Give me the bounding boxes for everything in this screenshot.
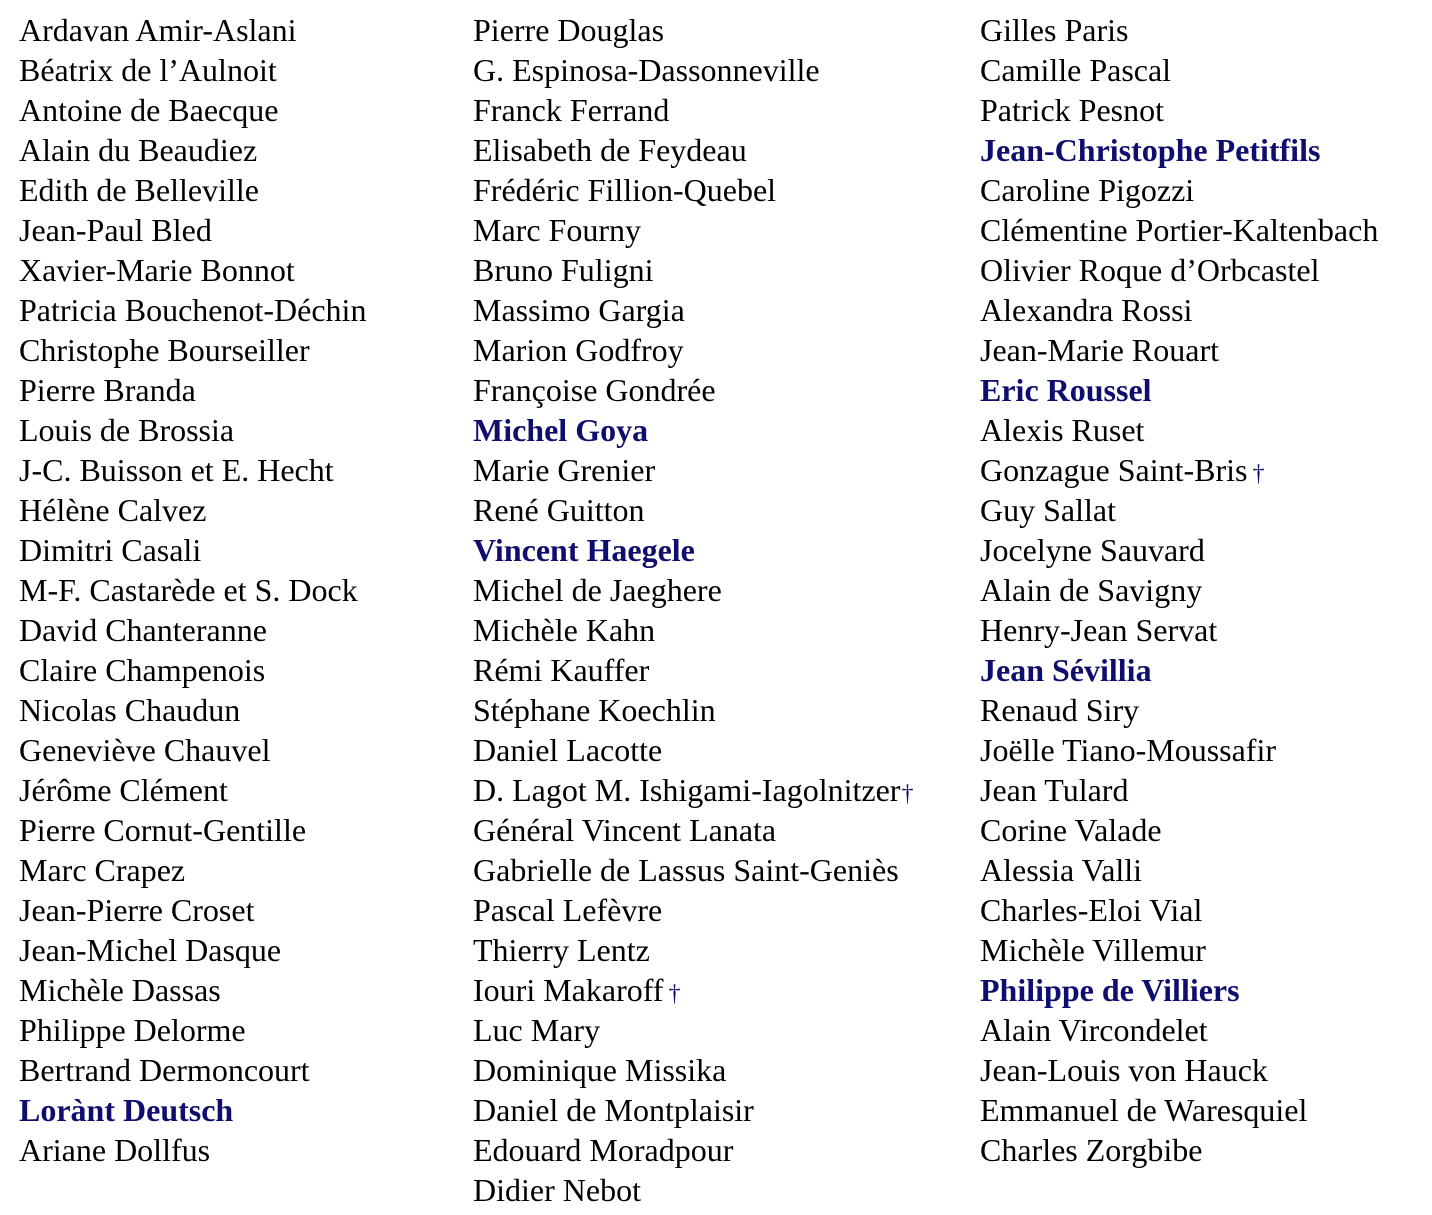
author-entry (980, 10, 1378, 50)
author-entry (980, 450, 1378, 490)
author-name: Guy Sallat (980, 492, 1116, 528)
author-entry (473, 330, 913, 370)
author-name: Pascal Lefèvre (473, 892, 663, 928)
author-entry (473, 930, 913, 970)
author-name: Bruno Fuligni (473, 252, 654, 288)
author-entry (19, 1130, 366, 1170)
author-name: Jean-Paul Bled (19, 212, 212, 248)
author-name: Joëlle Tiano-Moussafir (980, 732, 1276, 768)
author-entry (19, 1010, 366, 1050)
author-entry (19, 290, 366, 330)
author-name: Philippe Delorme (19, 1012, 246, 1048)
author-entry (473, 290, 913, 330)
author-entry (473, 1010, 913, 1050)
author-name: Michèle Kahn (473, 612, 656, 648)
author-name: Caroline Pigozzi (980, 172, 1195, 208)
author-name: Xavier-Marie Bonnot (19, 252, 295, 288)
author-entry (473, 650, 913, 690)
author-entry-featured (19, 1090, 366, 1130)
author-name: Elisabeth de Feydeau (473, 132, 747, 168)
author-name: Luc Mary (473, 1012, 601, 1048)
author-name: Ariane Dollfus (19, 1132, 211, 1168)
author-entry-featured (980, 370, 1378, 410)
author-entry (980, 890, 1378, 930)
author-name: Michel de Jaeghere (473, 572, 722, 608)
author-name: Jean-Louis von Hauck (980, 1052, 1268, 1088)
author-entry (473, 130, 913, 170)
author-name: Jocelyne Sauvard (980, 532, 1205, 568)
author-name: Philippe de Villiers (980, 972, 1240, 1008)
author-entry (473, 850, 913, 890)
author-entry (473, 1050, 913, 1090)
author-name: Lorànt Deutsch (19, 1092, 234, 1128)
author-entry (473, 250, 913, 290)
author-entry (19, 730, 366, 770)
author-name: Charles-Eloi Vial (980, 892, 1203, 928)
author-entry (19, 170, 366, 210)
author-name: Clémentine Portier-Kaltenbach (980, 212, 1379, 248)
author-name: Jean-Marie Rouart (980, 332, 1220, 368)
author-name: Marie Grenier (473, 452, 656, 488)
author-entry (473, 970, 913, 1010)
author-entry (473, 90, 913, 130)
author-entry (980, 210, 1378, 250)
author-name: Edith de Belleville (19, 172, 259, 208)
author-name: Jean Tulard (980, 772, 1129, 808)
author-name: Michèle Villemur (980, 932, 1206, 968)
author-entry (980, 170, 1378, 210)
author-name: Franck Ferrand (473, 92, 670, 128)
author-name: Christophe Bourseiller (19, 332, 310, 368)
author-entry (19, 10, 366, 50)
dagger-mark: † (668, 981, 681, 1007)
author-name: Corine Valade (980, 812, 1162, 848)
author-name: G. Espinosa-Dassonneville (473, 52, 820, 88)
author-entry (473, 890, 913, 930)
author-entry (473, 610, 913, 650)
author-name: Michèle Dassas (19, 972, 221, 1008)
author-name: Emmanuel de Waresquiel (980, 1092, 1308, 1128)
author-name: Eric Roussel (980, 372, 1152, 408)
author-entry (473, 1130, 913, 1170)
author-entry-featured (980, 650, 1378, 690)
author-name: Marion Godfroy (473, 332, 684, 368)
author-name: Louis de Brossia (19, 412, 235, 448)
author-entry (19, 610, 366, 650)
author-name: Edouard Moradpour (473, 1132, 734, 1168)
author-name: Dominique Missika (473, 1052, 727, 1088)
author-entry (980, 90, 1378, 130)
author-entry (473, 570, 913, 610)
author-entry (19, 450, 366, 490)
author-name: Françoise Gondrée (473, 372, 716, 408)
author-entry (473, 170, 913, 210)
author-entry (473, 810, 913, 850)
author-entry (980, 410, 1378, 450)
author-name: Pierre Douglas (473, 12, 665, 48)
author-name: Vincent Haegele (473, 532, 695, 568)
author-entry (980, 770, 1378, 810)
author-entry (980, 530, 1378, 570)
author-entry (473, 450, 913, 490)
author-entry (19, 130, 366, 170)
author-entry (980, 1010, 1378, 1050)
author-name: Charles Zorgbibe (980, 1132, 1203, 1168)
author-entry (473, 730, 913, 770)
author-name: David Chanteranne (19, 612, 267, 648)
author-name: Bertrand Dermoncourt (19, 1052, 310, 1088)
author-entry (980, 810, 1378, 850)
author-entry (980, 690, 1378, 730)
author-entry (980, 1090, 1378, 1130)
author-entry (19, 370, 366, 410)
author-name: Antoine de Baecque (19, 92, 279, 128)
author-entry (19, 90, 366, 130)
author-name: Geneviève Chauvel (19, 732, 271, 768)
author-name: Didier Nebot (473, 1172, 641, 1208)
author-entry (19, 1050, 366, 1090)
author-entry (19, 650, 366, 690)
author-name: Daniel de Montplaisir (473, 1092, 754, 1128)
author-entry-featured (980, 130, 1378, 170)
author-entry-featured (980, 970, 1378, 1010)
author-entry (19, 50, 366, 90)
author-name: Gabrielle de Lassus Saint-Geniès (473, 852, 899, 888)
author-name: Alain Vircondelet (980, 1012, 1208, 1048)
author-entry (19, 810, 366, 850)
author-entry (19, 930, 366, 970)
author-entry (19, 970, 366, 1010)
author-name: Jean-Michel Dasque (19, 932, 282, 968)
author-entry (473, 1170, 913, 1210)
author-column-2 (473, 10, 913, 1210)
author-column-3 (980, 10, 1378, 1170)
author-name: Gilles Paris (980, 12, 1129, 48)
author-entry (19, 690, 366, 730)
author-entry (980, 930, 1378, 970)
author-name: J-C. Buisson et E. Hecht (19, 452, 334, 488)
author-entry (473, 210, 913, 250)
author-name: René Guitton (473, 492, 645, 528)
author-entry (980, 570, 1378, 610)
author-entry (19, 570, 366, 610)
author-name: Jean-Pierre Croset (19, 892, 255, 928)
author-entry (980, 1050, 1378, 1090)
author-name: Marc Fourny (473, 212, 641, 248)
author-name: D. Lagot M. Ishigami-Iagolnitzer (473, 772, 901, 808)
author-entry (980, 1130, 1378, 1170)
author-entry (980, 250, 1378, 290)
author-name: Marc Crapez (19, 852, 186, 888)
author-entry (980, 330, 1378, 370)
author-name: Daniel Lacotte (473, 732, 663, 768)
author-entry (19, 250, 366, 290)
author-entry (980, 290, 1378, 330)
author-name: Renaud Siry (980, 692, 1140, 728)
author-name: Pierre Cornut-Gentille (19, 812, 307, 848)
author-column-1 (19, 10, 366, 1170)
author-name: Alain du Beaudiez (19, 132, 258, 168)
author-name: Jean-Christophe Petitfils (980, 132, 1321, 168)
author-entry (19, 770, 366, 810)
author-entry (473, 10, 913, 50)
author-entry (473, 1090, 913, 1130)
author-name: Iouri Makaroff (473, 972, 664, 1008)
dagger-mark: † (901, 781, 914, 807)
author-entry (473, 690, 913, 730)
author-name: Olivier Roque d’Orbcastel (980, 252, 1320, 288)
dagger-mark: † (1252, 461, 1265, 487)
author-name: Frédéric Fillion-Quebel (473, 172, 777, 208)
author-name: Pierre Branda (19, 372, 196, 408)
author-name: Jérôme Clément (19, 772, 228, 808)
author-name: Henry-Jean Servat (980, 612, 1218, 648)
author-entry (19, 850, 366, 890)
author-name: Général Vincent Lanata (473, 812, 777, 848)
author-name: Patrick Pesnot (980, 92, 1164, 128)
author-entry-featured (473, 530, 913, 570)
author-entry (980, 490, 1378, 530)
author-entry (473, 370, 913, 410)
author-name: Jean Sévillia (980, 652, 1152, 688)
author-name: M-F. Castarède et S. Dock (19, 572, 358, 608)
author-entry (19, 890, 366, 930)
author-name: Thierry Lentz (473, 932, 650, 968)
author-name: Gonzague Saint-Bris (980, 452, 1248, 488)
author-name: Claire Champenois (19, 652, 266, 688)
author-entry (19, 330, 366, 370)
author-entry (980, 50, 1378, 90)
author-name: Camille Pascal (980, 52, 1172, 88)
author-name: Hélène Calvez (19, 492, 207, 528)
author-name: Alexandra Rossi (980, 292, 1193, 328)
author-entry (19, 410, 366, 450)
author-name: Stéphane Koechlin (473, 692, 716, 728)
author-name: Alessia Valli (980, 852, 1143, 888)
author-entry (980, 730, 1378, 770)
author-entry-featured (473, 410, 913, 450)
author-name: Alexis Ruset (980, 412, 1145, 448)
author-entry (19, 210, 366, 250)
author-entry (980, 610, 1378, 650)
author-name: Béatrix de l’Aulnoit (19, 52, 277, 88)
author-name: Alain de Savigny (980, 572, 1203, 608)
author-entry (19, 530, 366, 570)
author-name: Nicolas Chaudun (19, 692, 241, 728)
author-name: Ardavan Amir-Aslani (19, 12, 297, 48)
author-name: Massimo Gargia (473, 292, 685, 328)
author-entry (473, 770, 913, 810)
author-name: Rémi Kauffer (473, 652, 650, 688)
author-name: Dimitri Casali (19, 532, 202, 568)
author-entry (473, 50, 913, 90)
author-name: Patricia Bouchenot-Déchin (19, 292, 367, 328)
author-name: Michel Goya (473, 412, 649, 448)
author-entry (980, 850, 1378, 890)
author-entry (19, 490, 366, 530)
author-entry (473, 490, 913, 530)
